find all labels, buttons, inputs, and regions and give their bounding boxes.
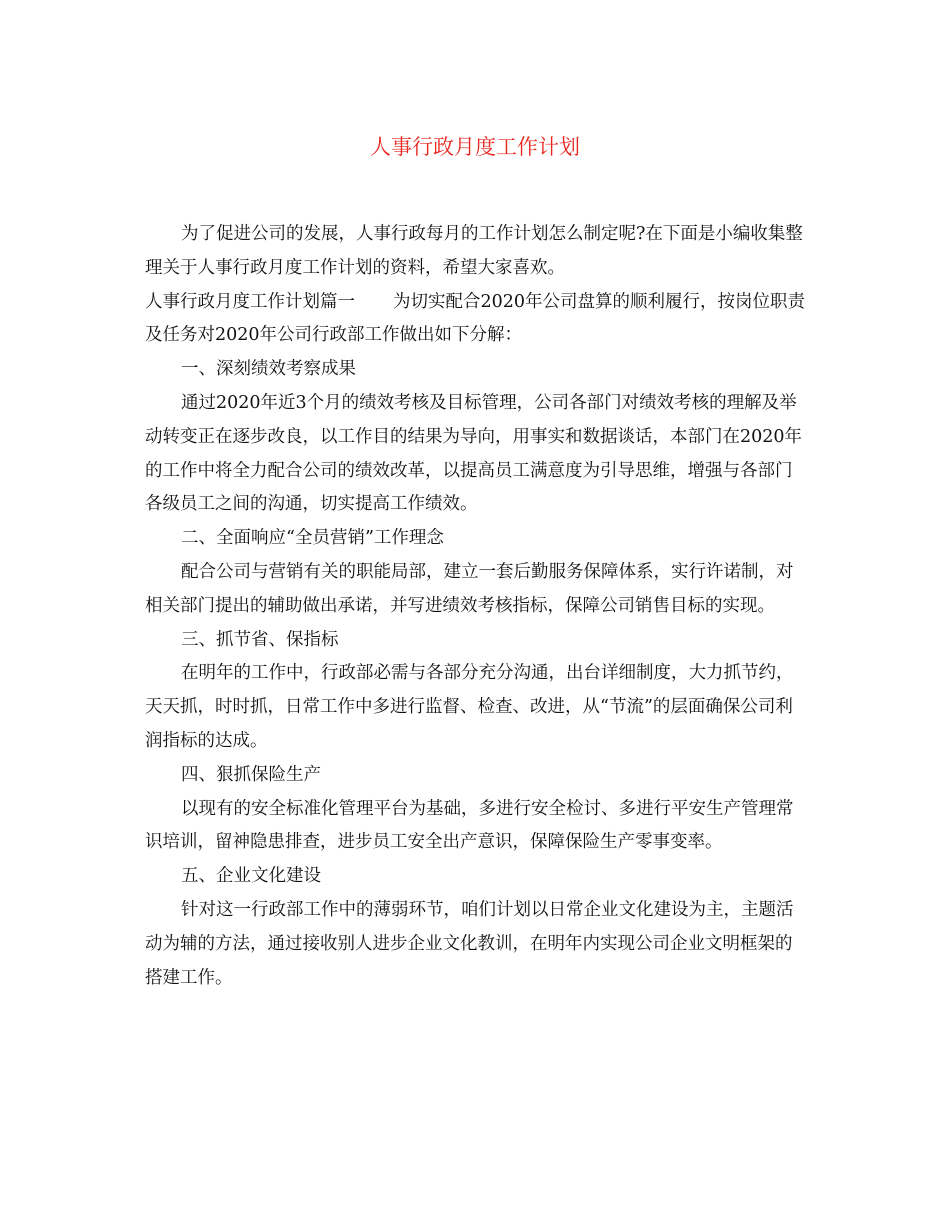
- section-paragraph: 以现有的安全标准化管理平台为基础，多进行安全检讨、多进行平安生产管理常识培训，留神隐患排查，进步员工安全出产意识，保障保险生产零事变率。: [145, 798, 794, 853]
- document-title: 人事行政月度工作计划: [370, 135, 580, 159]
- section-heading: 二、全面响应“全员营销”工作理念: [181, 528, 444, 549]
- section-heading: 五、企业文化建设: [181, 866, 321, 887]
- section-paragraph: 在明年的工作中，行政部必需与各部分充分沟通，出台详细制度，大力抓节约，天天抓，时时抓，日常工作中多进行监督、检查、改进，从“节流”的层面确保公司利润指标的达成。: [145, 663, 794, 751]
- part-paragraph: [145, 286, 809, 354]
- document-body: [145, 218, 809, 995]
- section-paragraph: 配合公司与营销有关的职能局部，建立一套后勤服务保障体系，实行许诺制，对相关部门提出的辅助做出承诺，并写进绩效考核指标，保障公司销售目标的实现。: [145, 561, 794, 616]
- section-heading: 一、深刻绩效考察成果: [181, 359, 356, 380]
- part-label: 人事行政月度工作计划篇一: [145, 291, 355, 312]
- section-paragraph: 通过2020年近3个月的绩效考核及目标管理，公司各部门对绩效考核的理解及举动转变正在逐步改良，以工作目的结果为导向，用事实和数据谈话，本部门在2020年的工作中将全力配合公司的绩效改革，以提高员工满意度为引导思维，增强与各部门各级员工之间的沟通，切实提高工作绩效。: [145, 392, 803, 515]
- section-paragraph: 针对这一行政部工作中的薄弱环节，咱们计划以日常企业文化建设为主，主题活动为辅的方法，通过接收别人进步企业文化教训，在明年内实现公司企业文明框架的搭建工作。: [145, 899, 794, 988]
- section-heading: 三、抓节省、保指标: [181, 629, 339, 650]
- section-heading: 四、狠抓保险生产: [181, 764, 321, 785]
- intro-paragraph: 为了促进公司的发展，人事行政每月的工作计划怎么制定呢?在下面是小编收集整理关于人事行政月度工作计划的资料，希望大家喜欢。: [145, 224, 803, 278]
- part-intro: 为切实配合2020年公司盘算的顺利履行，按岗位职责及任务对2020年公司行政部工作做出如下分解：: [145, 291, 806, 346]
